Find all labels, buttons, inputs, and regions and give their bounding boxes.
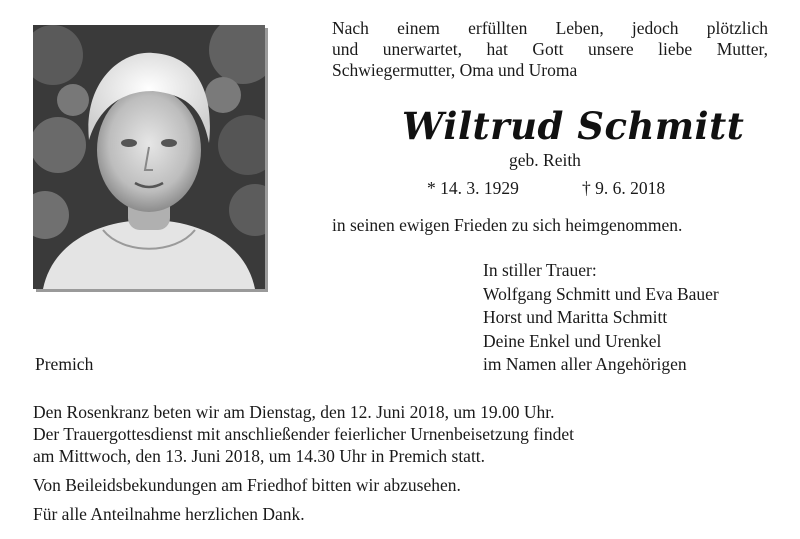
intro-line: und unerwartet, hat Gott unsere liebe Mutter, [332,39,768,59]
service-line: Der Trauergottesdienst mit anschließender feierlicher Urnenbeisetzung findet [33,424,575,444]
portrait-photo [33,25,265,289]
intro-line: Schwiegermutter, Oma und Uroma [332,60,578,80]
place-name: Premich [35,354,94,374]
mourner-line: Wolfgang Schmitt und Eva Bauer [483,283,719,304]
mourners-heading: In stiller Trauer: [483,260,597,280]
death-date: † 9. 6. 2018 [582,178,666,198]
service-line: am Mittwoch, den 13. Juni 2018, um 14.30 Uhr in Premich statt. [33,446,486,466]
portrait-photo-icon [33,25,265,289]
intro-line: Nach einem erfüllten Leben, jedoch plötzlich [332,18,768,38]
rosary-line: Den Rosenkranz beten wir am Dienstag, den 12. Juni 2018, um 19.00 Uhr. [33,402,555,422]
mourners-block [483,259,719,377]
maiden-name: geb. Reith [509,150,581,170]
mourner-line: Deine Enkel und Urenkel [483,330,662,351]
deceased-name: Wiltrud Schmitt [402,104,745,148]
birth-date: * 14. 3. 1929 [427,178,519,198]
thanks-line: Für alle Anteilnahme herzlichen Dank. [33,504,305,524]
intro-text [332,18,768,81]
peace-line: in seinen ewigen Frieden zu sich heimgenommen. [332,215,683,235]
mourner-line: im Namen aller Angehörigen [483,354,687,375]
condolence-line: Von Beileidsbekundungen am Friedhof bitten wir abzusehen. [33,475,461,495]
service-info [33,401,574,525]
mourner-line: Horst und Maritta Schmitt [483,307,668,328]
